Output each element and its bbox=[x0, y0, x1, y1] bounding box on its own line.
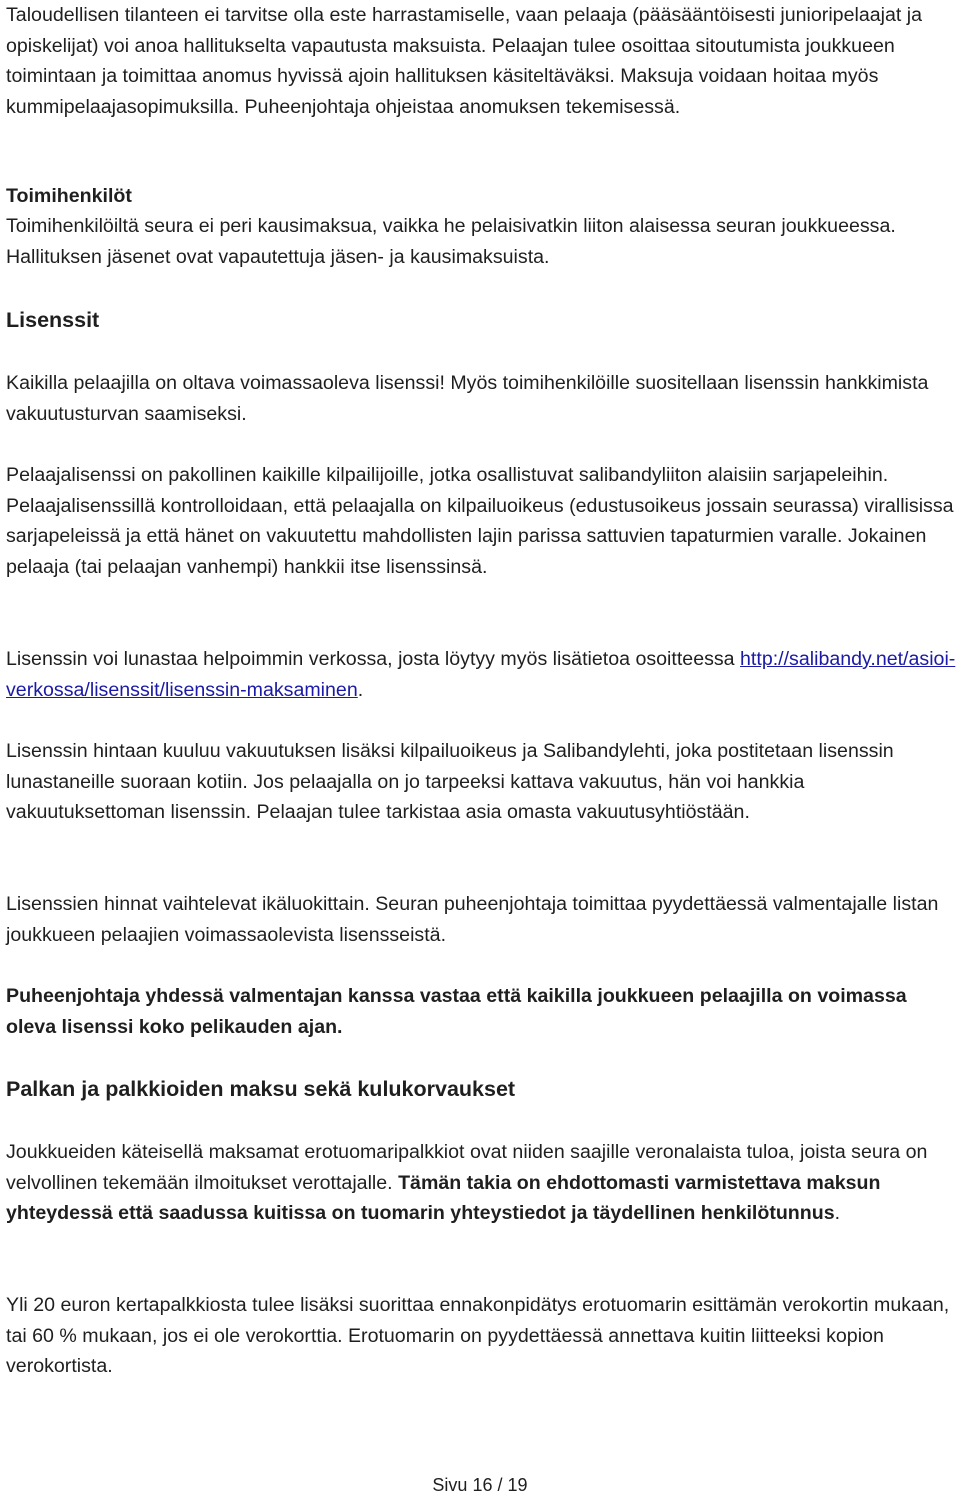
heading-palkat: Palkan ja palkkioiden maksu sekä kulukorvaukset bbox=[6, 1077, 516, 1101]
referee-fees-text: Joukkueiden käteisellä maksamat erotuomaripalkkiot ovat niiden saajille veronalaista tuloa, joista seura on velvollinen tekemään ilmoitukset verottajalle. bbox=[6, 1141, 928, 1194]
page-current: 16 bbox=[472, 1475, 493, 1495]
page-total: 19 bbox=[507, 1475, 528, 1495]
page-footer bbox=[0, 1470, 960, 1501]
paragraph-license-prices: Lisenssien hinnat vaihtelevat ikäluokittain. Seuran puheenjohtaja toimittaa pyydettäessä valmentajalle listan joukkueen pelaajien voimassaolevista lisensseistä. bbox=[6, 893, 939, 946]
paragraph-fee-exemption: Taloudellisen tilanteen ei tarvitse olla este harrastamiselle, vaan pelaaja (pääsääntöisesti junioripelaajat ja opiskelijat) voi anoa hallitukselta vapautusta maksuista. Pelaajan tulee osoittaa sitoutumista joukkueen toimintaan ja toimittaa anomus hyvissä ajoin hallituksen käsiteltäväksi. Maksuja voidaan hoitaa myös kummipelaajasopimuksilla. Puheenjohtaja ohjeistaa anomuksen tekemisessä. bbox=[6, 4, 923, 118]
paragraph-license-price: Lisenssin hintaan kuuluu vakuutuksen lisäksi kilpailuoikeus ja Salibandylehti, joka postitetaan lisenssin lunastaneille suoraan kotiin. Jos pelaajalla on jo tarpeeksi kattava vakuutus, hän voi hankkia vakuutuksettoman lisenssin. Pelaajan tulee tarkistaa asia omasta vakuutusyhtiöstään. bbox=[6, 740, 894, 824]
paragraph-chair-responsibility: Puheenjohtaja yhdessä valmentajan kanssa vastaa että kaikilla joukkueen pelaajilla on voimassa oleva lisenssi koko pelikauden ajan. bbox=[6, 985, 907, 1038]
referee-fees-end: . bbox=[834, 1202, 841, 1225]
paragraph-referee-fees bbox=[6, 1137, 956, 1229]
referee-fees-bold: Tämän takia on ehdottomasti varmistettava maksun yhteydessä että saadussa kuitissa on tuomarin yhteystiedot ja täydellinen henkilötunnus bbox=[6, 1171, 881, 1225]
paragraph-withholding: Yli 20 euron kertapalkkiosta tulee lisäksi suorittaa ennakonpidätys erotuomarin esittämän verokortin mukaan, tai 60 % mukaan, jos ei ole verokorttia. Erotuomarin on pyydettäessä annettava kuitin liitteeksi kopion verokortista. bbox=[6, 1294, 950, 1378]
heading-lisenssit: Lisenssit bbox=[6, 308, 100, 332]
license-payment-link[interactable]: http://salibandy.net/asioi-verkossa/lisenssit/lisenssin-maksaminen bbox=[6, 648, 956, 701]
paragraph-toimihenkilot: Toimihenkilöiltä seura ei peri kausimaksua, vaikka he pelaisivatkin liiton alaisessa seuran joukkueessa. Hallituksen jäsenet ovat vapautettuja jäsen- ja kausimaksuista. bbox=[6, 215, 896, 268]
paragraph-license-required: Kaikilla pelaajilla on oltava voimassaoleva lisenssi! Myös toimihenkilöille suositellaan lisenssin hankkimista vakuutusturvan saamiseksi. bbox=[6, 372, 929, 425]
paragraph-player-license: Pelaajalisenssi on pakollinen kaikille kilpailijoille, jotka osallistuvat salibandyliiton alaisiin sarjapeleihin. Pelaajalisenssillä kontrolloidaan, että pelaajalla on kilpailuoikeus (edustusoikeus jossain seurassa) virallisissa sarjapeleissä ja että hänet on vakuutettu mahdollisten lajin parissa sattuvien tapaturmien varalle. Jokainen pelaaja (tai pelaajan vanhempi) hankkii itse lisenssinsä. bbox=[6, 464, 954, 578]
license-purchase-text: Lisenssin voi lunastaa helpoimmin verkossa, josta löytyy myös lisätietoa osoitteessa bbox=[6, 648, 735, 670]
page-separator: / bbox=[497, 1475, 503, 1495]
paragraph-license-purchase bbox=[6, 644, 956, 705]
heading-toimihenkilot: Toimihenkilöt bbox=[6, 185, 132, 207]
license-purchase-end: . bbox=[357, 678, 364, 701]
page-label: Sivu bbox=[432, 1475, 468, 1495]
